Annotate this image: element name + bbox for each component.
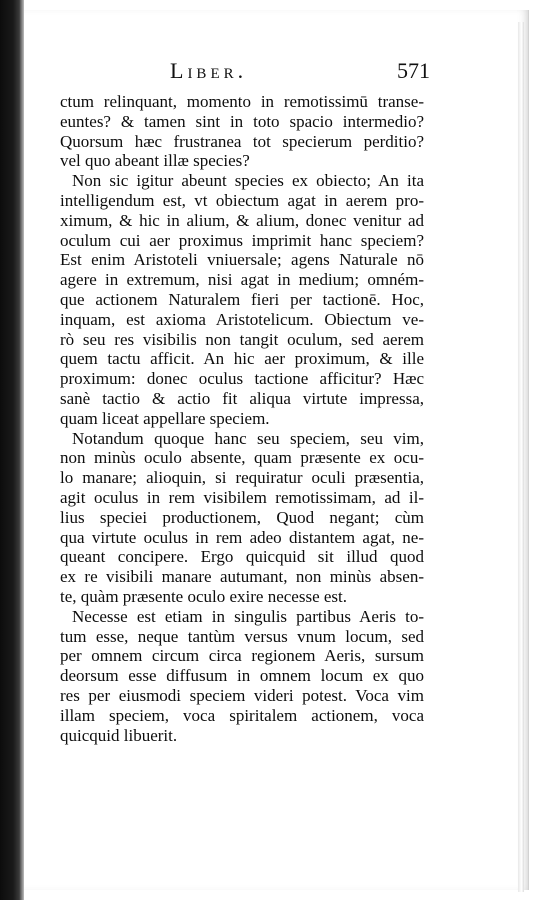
text-line: per omnem circum circa regionem Aeris, sursum — [60, 646, 424, 666]
paragraph — [60, 607, 424, 746]
page-number: 571 — [397, 58, 430, 83]
text-line: deorsum esse diffusum in omnem locum ex quo — [60, 666, 424, 686]
text-line: Est enim Aristoteli vniuersale; agens Naturale nō — [60, 250, 424, 270]
text-line: sanè tactio & actio fit aliqua virtute impressa, — [60, 388, 424, 408]
text-line: proximum: donec oculus tactione afficitur? Hæc — [60, 369, 424, 389]
text-line: quam liceat appellare speciem. — [60, 408, 270, 428]
text-line: queant concipere. Ergo quicquid sit illud quod — [60, 547, 424, 567]
text-line: agit oculus in rem visibilem remotissimam, ad il- — [60, 487, 424, 507]
text-line: que actionem Naturalem fieri per tactionē. Hoc, — [60, 289, 424, 309]
text-line: inquam, est axioma Aristotelicum. Obiectum ve- — [60, 309, 424, 329]
paragraph — [60, 92, 424, 171]
text-line: ctum relinquant, momento in remotissimū transe- — [60, 92, 424, 111]
text-line: quicquid libuerit. — [60, 725, 178, 745]
text-line: rò seu res visibilis non tangit oculum, sed aerem — [60, 329, 424, 349]
text-line: Quorsum hæc frustranea tot specierum perditio? — [60, 131, 424, 151]
text-line: quem tactu afficit. An hic aer proximum, & ille — [60, 349, 424, 369]
text-line: non minùs oculo absente, quam præsente ex ocu- — [60, 448, 424, 468]
running-head — [70, 58, 430, 88]
paragraph — [60, 171, 424, 428]
running-title: Liber. — [170, 58, 248, 83]
body-text — [60, 92, 424, 745]
text-line: illam speciem, voca spiritalem actionem, voca — [60, 705, 424, 725]
page-edge — [518, 22, 524, 892]
text-line: oculum cui aer proximus imprimit hanc speciem? — [60, 230, 424, 250]
text-line: intelligendum est, vt obiectum agat in aerem pro- — [60, 190, 424, 210]
text-line: res per eiusmodi speciem videri potest. Voca vim — [60, 685, 424, 705]
text-line: te, quàm præsente oculo exire necesse est. — [60, 586, 348, 606]
text-line: ex re visibili manare autumant, non minùs absen- — [60, 567, 424, 587]
text-line: euntes? & tamen sint in toto spacio intermedio? — [60, 111, 424, 131]
text-line: qua virtute oculus in rem adeo distantem agat, ne- — [60, 527, 424, 547]
text-line: vel quo abeant illæ species? — [60, 151, 250, 171]
text-line: tum esse, neque tantùm versus vnum locum, sed — [60, 626, 424, 646]
book-binding — [0, 0, 24, 900]
text-line: ximum, & hic in alium, & alium, donec venitur ad — [60, 210, 424, 230]
paragraph — [60, 429, 424, 607]
text-line: agere in extremum, nisi agat in medium; omném- — [60, 270, 424, 290]
text-line: lo manare; alioquin, si requiratur oculi præsentia, — [60, 468, 424, 488]
text-line: Notandum quoque hanc seu speciem, seu vim, — [72, 428, 424, 448]
text-line: lius speciei productionem, Quod negant; cùm — [60, 507, 424, 527]
text-line: Non sic igitur abeunt species ex obiecto; An ita — [72, 171, 424, 191]
text-line: Necesse est etiam in singulis partibus Aeris to- — [72, 606, 424, 626]
